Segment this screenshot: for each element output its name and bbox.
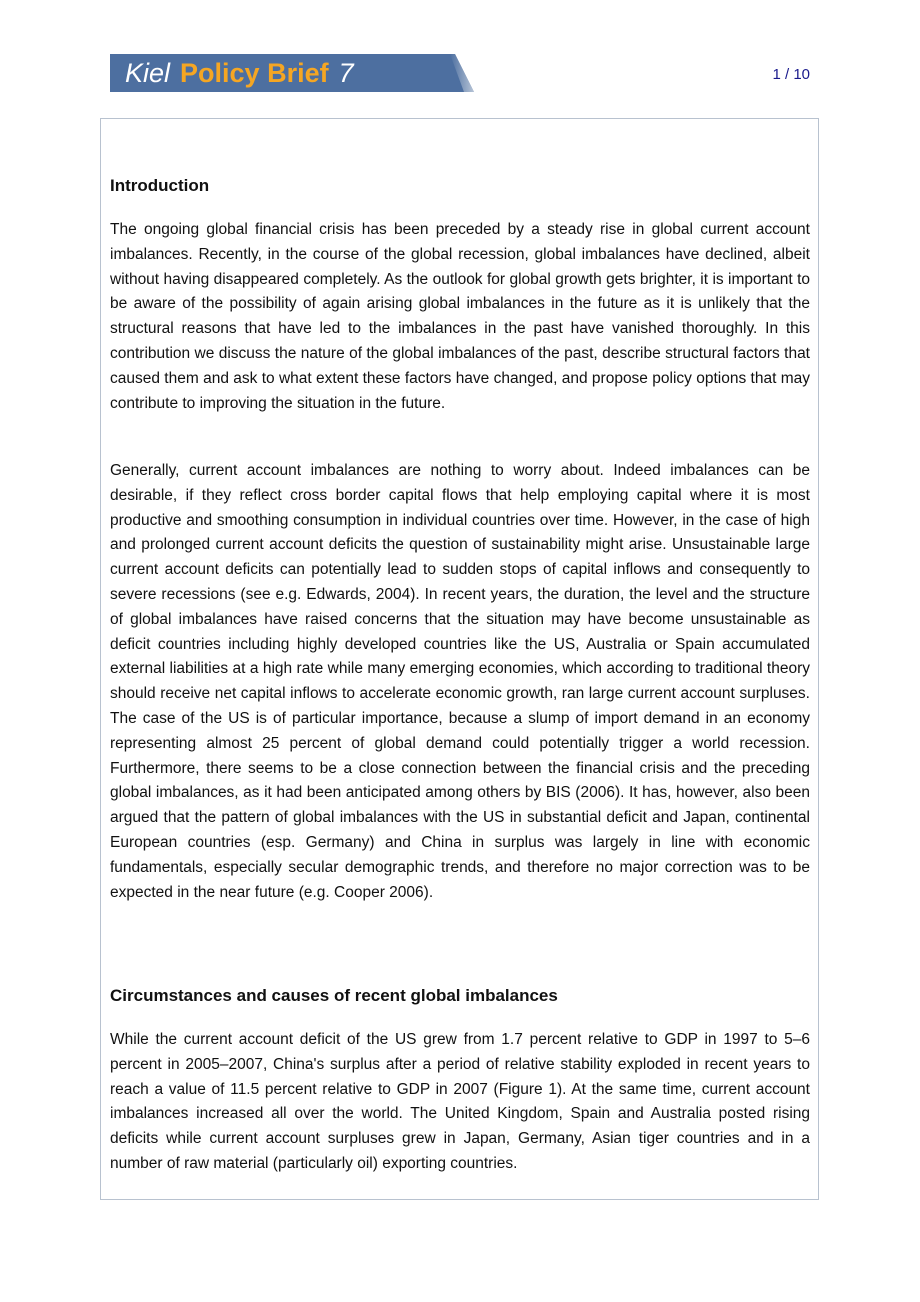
- brand-word-kiel: Kiel: [125, 58, 171, 88]
- page-indicator: 1 / 10: [772, 66, 810, 83]
- section-heading-circumstances: Circumstances and causes of recent global imbalances: [110, 986, 558, 1005]
- paragraph-intro-2: Generally, current account imbalances are nothing to worry about. Indeed imbalances can be desirable, if they reflect cross border capital flows that help employing capital where it is most productive and smoothing consumption in individual countries over time. However, in the case of high and prolonged current account deficits the question of sustainability might arise. Unsustainable large current account deficits can potentially lead to sudden stops of capital inflows and consequently to severe recessions (see e.g. Edwards, 2004). In recent years, the duration, the level and the structure of global imbalances have raised concerns that the situation may have become unsustainable as deficit countries including highly developed countries like the US, Australia or Spain accumulated external liabilities at a high rate while many emerging economies, which according to traditional theory should receive net capital inflows to accelerate economic growth, ran large current account surpluses. The case of the US is of particular importance, because a slump of import demand in an economy representing almost 25 percent of global demand could potentially trigger a world recession. Furthermore, there seems to be a close connection between the financial crisis and the preceding global imbalances, as it had been anticipated among others by BIS (2006). It has, however, also been argued that the pattern of global imbalances with the US in substantial deficit and Japan, continental European countries (esp. Germany) and China in surplus was largely in line with economic fundamentals, especially secular demographic trends, and therefore no major correction was to be expected in the near future (e.g. Cooper 2006).: [110, 462, 810, 901]
- paragraph-circumstances-1: While the current account deficit of the US grew from 1.7 percent relative to GDP in 1997 to 5–6 percent in 2005–2007, China's surplus after a period of relative stability exploded in recent years to reach a value of 11.5 percent relative to GDP in 2007 (Figure 1). At the same time, current account imbalances increased all over the world. The United Kingdom, Spain and Australia posted rising deficits while current account surpluses grew in Japan, Germany, Asian tiger countries and in a number of raw material (particularly oil) exporting countries.: [110, 1031, 810, 1172]
- paragraph-intro-1: The ongoing global financial crisis has been preceded by a steady rise in global current account imbalances. Recently, in the course of the global recession, global imbalances have declined, albeit without having disappeared completely. As the outlook for global growth gets brighter, it is important to be aware of the possibility of again arising global imbalances in the future as it is unlikely that the structural reasons that have led to the imbalances in the past have vanished thoroughly. In this contribution we discuss the nature of the global imbalances of the past, describe structural factors that caused them and ask to what extent these factors have changed, and propose policy options that may contribute to improving the situation in the future.: [110, 221, 810, 412]
- brand-issue-number: 7: [338, 58, 354, 88]
- brand-word-policy-brief: Policy Brief: [180, 58, 329, 88]
- brand-title: [125, 57, 354, 89]
- header-banner: [110, 54, 474, 92]
- section-heading-introduction: Introduction: [110, 176, 210, 195]
